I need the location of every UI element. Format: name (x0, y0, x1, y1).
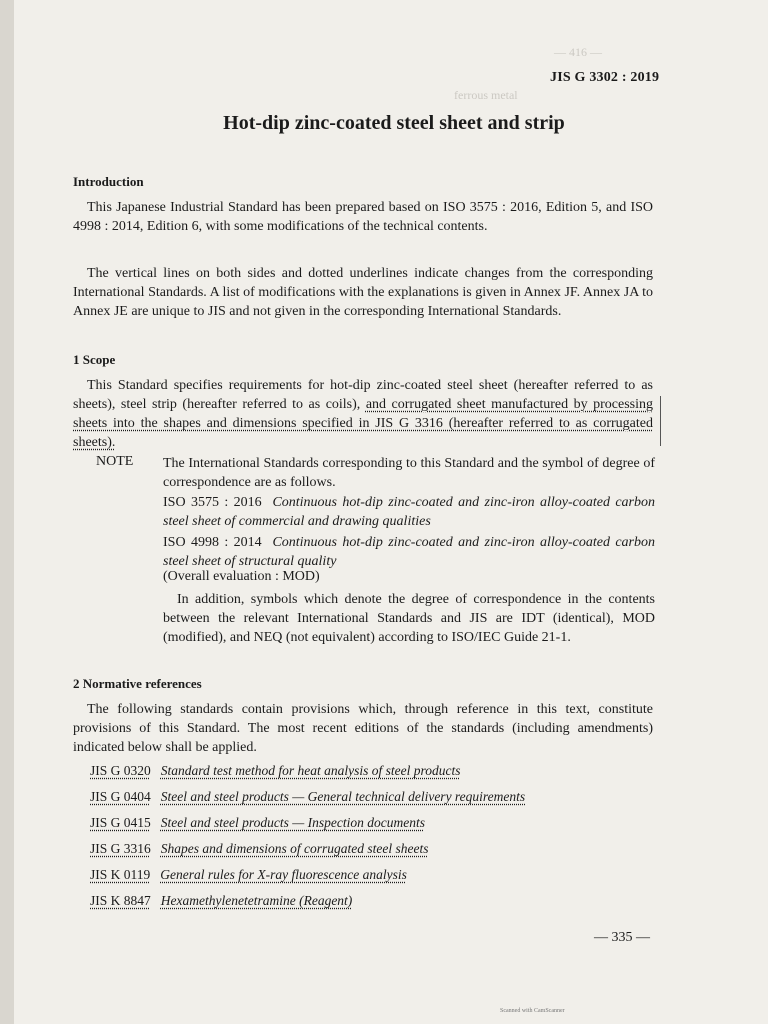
reference-title: General rules for X-ray fluorescence analysis (160, 867, 407, 882)
note-text: The International Standards corresponding to this Standard and the symbol of degree of correspondence are as follows. (163, 456, 655, 490)
introduction-heading: Introduction (73, 174, 144, 189)
reference-title: Shapes and dimensions of corrugated steel sheets (160, 841, 429, 856)
scanner-watermark: Scanned with CamScanner (500, 1008, 565, 1014)
reference-title: Steel and steel products — General technical delivery requirements (160, 789, 526, 804)
reference-title: Standard test method for heat analysis of steel products (160, 763, 461, 778)
scope-heading: 1 Scope (73, 352, 116, 367)
iso1-title: Continuous hot-dip zinc-coated and zinc-iron alloy-coated carbon steel sheet of commercial and drawing qualities (163, 495, 656, 529)
document-title: Hot-dip zinc-coated steel sheet and strip (223, 112, 565, 134)
reference-item (90, 893, 352, 909)
reference-item (90, 867, 407, 883)
normative-references-paragraph: The following standards contain provisions which, through reference in this text, constitute provisions of this Standard. The most recent editions of the standards (including amendments) indicated below shall be applied. (73, 702, 653, 755)
note-label: NOTE (96, 454, 134, 469)
standard-number: JIS G 3302 : 2019 (550, 70, 660, 85)
reference-code: JIS K 8847 (90, 893, 151, 908)
page-number: — 335 — (594, 930, 650, 945)
reference-title: Steel and steel products — Inspection documents (160, 815, 425, 830)
change-bar-right (660, 396, 661, 446)
reference-item (90, 815, 425, 831)
iso1-code: ISO 3575 : 2016 (163, 495, 262, 510)
scope-changed-text: and corrugated sheet manufactured by processing sheets into the shapes and dimensions specified in JIS G 3316 (hereafter referred to as corrugated sheets). (73, 397, 654, 450)
overall-evaluation: (Overall evaluation : MOD) (163, 569, 320, 584)
scope-text: This Standard specifies requirements for hot-dip zinc-coated steel sheet (hereafter referred to as sheets), steel strip (hereafter referred to as coils), (73, 378, 653, 412)
show-through-text: — 416 — (554, 45, 602, 59)
correspondence-symbols-text: In addition, symbols which denote the degree of correspondence in the contents between the relevant International Standards and JIS are IDT (identical), MOD (modified), and NEQ (not equivalent) according to ISO/IEC Guide 21-1. (163, 592, 655, 645)
iso2-code: ISO 4998 : 2014 (163, 535, 262, 550)
reference-title: Hexamethylenetetramine (Reagent) (160, 893, 353, 908)
reference-item (90, 841, 429, 857)
normative-references-heading: 2 Normative references (73, 676, 202, 691)
document-page (14, 0, 768, 1024)
scan-edge (0, 0, 14, 1024)
reference-code: JIS K 0119 (90, 867, 151, 882)
reference-code: JIS G 3316 (90, 841, 151, 856)
introduction-paragraph-2: The vertical lines on both sides and dotted underlines indicate changes from the corresponding International Standards. A list of modifications with the explanations is given in Annex JF. Annex JA to Annex JE are unique to JIS and not given in the corresponding International Standards. (73, 266, 653, 319)
reference-code: JIS G 0320 (90, 763, 151, 778)
show-through-text: ferrous metal (454, 88, 518, 102)
introduction-paragraph-1: This Japanese Industrial Standard has been prepared based on ISO 3575 : 2016, Edition 5, and ISO 4998 : 2014, Edition 6, with some modifications of the technical contents. (73, 200, 653, 234)
scope-paragraph (73, 376, 653, 452)
reference-code: JIS G 0415 (90, 815, 151, 830)
iso-reference-2 (163, 533, 655, 571)
reference-item (90, 763, 461, 779)
reference-code: JIS G 0404 (90, 789, 151, 804)
iso2-title: Continuous hot-dip zinc-coated and zinc-iron alloy-coated carbon steel sheet of structural quality (163, 535, 656, 569)
reference-item (90, 789, 525, 805)
iso-reference-1 (163, 493, 655, 531)
